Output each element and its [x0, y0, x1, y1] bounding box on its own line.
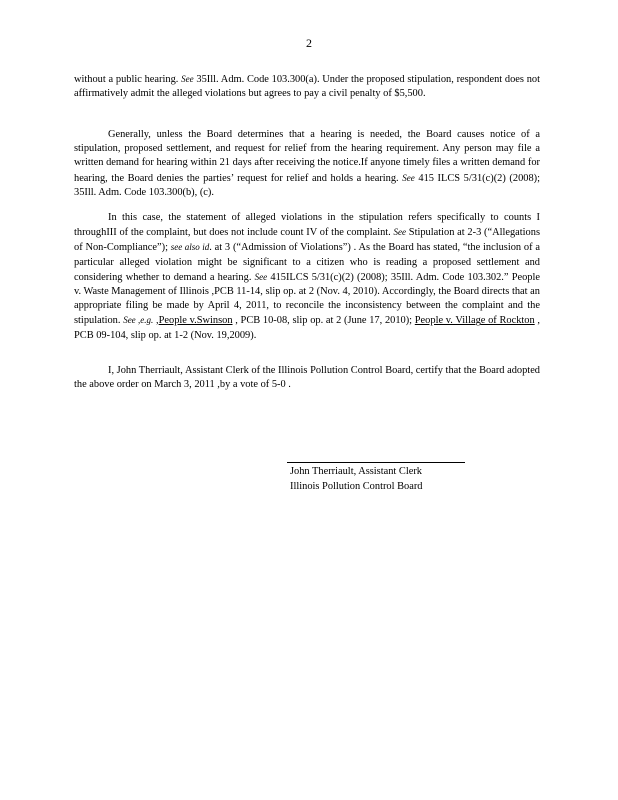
paragraph-2-text-a: Generally, unless the Board determines that a hearing is needed, the Board causes notice of a stipulation, proposed settlement, and request for relief from the hearing requirement. Any person may file a written demand for hearing within 21 days after receiving the notice.If anyone timely files a written demand for hearing, the Board denies the parties’ request for relief and holds a hearing. — [74, 129, 540, 184]
citation-see-also: see also id — [170, 242, 210, 253]
paragraph-3-text-d: 415ILCS 5/31(c)(2) (2008); 35Ill. Adm. Code 103.302.” People v. Waste Management of Illinois ,PCB 11-14, slip op. at 2 (Nov. 4, 2010). Accordingly, the Board directs that an appropriate filing be made by April 4, 2011, to reconcile the inconsistency between the complaint and the stipulation. — [74, 271, 541, 327]
citation-see: See — [181, 74, 194, 84]
case-name-rockton: People v. Village of Rockton — [414, 315, 535, 327]
page-number: 2 — [306, 36, 312, 50]
paragraph-3-text-a: In this case, the statement of alleged violations in the stipulation refers specifically to counts I throughIII of the complaint, but does not include count IV of the complaint. — [74, 212, 540, 239]
paragraph-1 — [74, 72, 540, 101]
paragraph-1-text-b: 35Ill. Adm. Code 103.300(a). Under the proposed stipulation, respondent does not affirmatively admit the alleged violations but agrees to pay a civil penalty of $5,500. — [74, 74, 540, 100]
paragraph-3-text-e: , — [153, 315, 159, 327]
citation-see: See — [254, 271, 268, 282]
certification-paragraph: I, John Therriault, Assistant Clerk of the Illinois Pollution Control Board, certify that the Board adopted the above order on March 3, 2011 ,by a vote of 5-0 . — [74, 365, 540, 391]
paragraph-3-text-g: , PCB 09-104, slip op. at 1-2 (Nov. 19,2009). — [74, 315, 540, 341]
paragraph-3-text-f: , PCB 10-08, slip op. at 2 (June 17, 2010); — [232, 315, 415, 327]
paragraph-2-text-b: 415 ILCS 5/31(c)(2) (2008); 35Ill. Adm. Code 103.300(b), (c). — [74, 172, 540, 198]
citation-see: See — [393, 227, 407, 238]
paragraph-3 — [74, 211, 540, 343]
paragraph-1-text-a: without a public hearing. — [74, 74, 182, 85]
citation-see-eg: See ,e.g. — [123, 315, 154, 326]
citation-see: See — [402, 172, 415, 183]
signature-line — [287, 462, 465, 463]
case-name-swinson: People v.Swinson — [158, 315, 233, 327]
paragraph-3-text-b: Stipulation at 2-3 (“Allegations of Non-Compliance”); — [74, 227, 540, 254]
paragraph-3-text-c: . at 3 (“Admission of Violations”) . As the Board has stated, “the inclusion of a particular alleged violation might be significant to a citizen who is reading a proposed settlement and considering whether to demand a hearing. — [74, 242, 540, 283]
paragraph-2 — [74, 128, 540, 200]
signer-name: John Therriault, Assistant Clerk — [290, 466, 422, 477]
signer-organization: Illinois Pollution Control Board — [290, 481, 423, 492]
